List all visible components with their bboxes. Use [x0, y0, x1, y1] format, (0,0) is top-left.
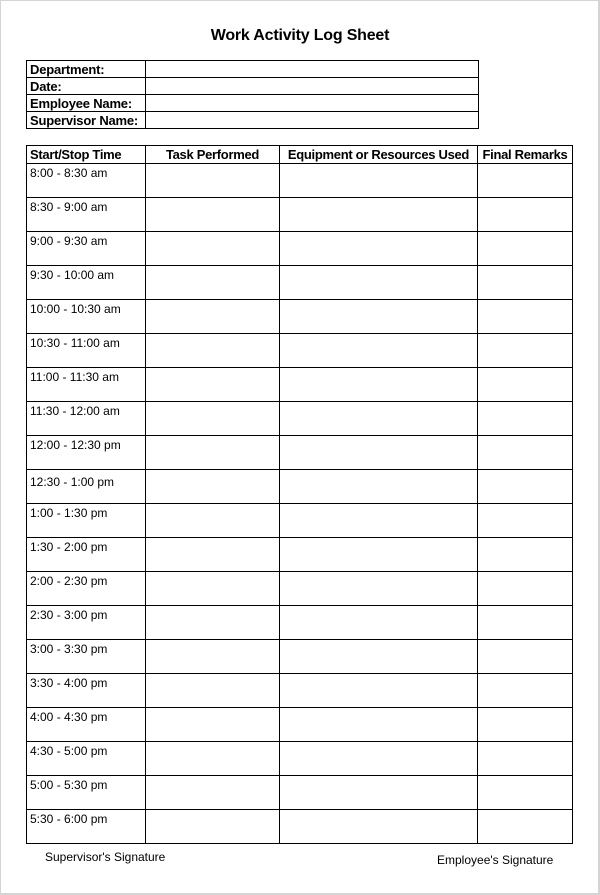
- remarks-cell[interactable]: [478, 504, 573, 538]
- log-row: [27, 470, 573, 504]
- remarks-cell[interactable]: [478, 776, 573, 810]
- remarks-cell[interactable]: [478, 266, 573, 300]
- log-body: [27, 164, 573, 844]
- time-cell: 3:30 - 4:00 pm: [27, 674, 146, 708]
- equipment-cell[interactable]: [280, 640, 478, 674]
- log-row: [27, 538, 573, 572]
- task-cell[interactable]: [146, 640, 280, 674]
- time-cell: 10:00 - 10:30 am: [27, 300, 146, 334]
- remarks-cell[interactable]: [478, 810, 573, 844]
- time-cell: 9:30 - 10:00 am: [27, 266, 146, 300]
- log-row: [27, 776, 573, 810]
- info-row-employee-name: [27, 95, 479, 112]
- equipment-cell[interactable]: [280, 470, 478, 504]
- equipment-cell[interactable]: [280, 232, 478, 266]
- equipment-cell[interactable]: [280, 742, 478, 776]
- date-label: Date:: [27, 78, 146, 95]
- log-row: [27, 232, 573, 266]
- time-cell: 3:00 - 3:30 pm: [27, 640, 146, 674]
- time-cell: 12:00 - 12:30 pm: [27, 436, 146, 470]
- equipment-cell[interactable]: [280, 708, 478, 742]
- task-cell[interactable]: [146, 402, 280, 436]
- info-row-date: [27, 78, 479, 95]
- remarks-cell[interactable]: [478, 538, 573, 572]
- info-row-supervisor-name: [27, 112, 479, 129]
- time-cell: 2:30 - 3:00 pm: [27, 606, 146, 640]
- equipment-cell[interactable]: [280, 810, 478, 844]
- equipment-cell[interactable]: [280, 402, 478, 436]
- equipment-cell[interactable]: [280, 572, 478, 606]
- header-task-performed: Task Performed: [146, 146, 280, 164]
- info-row-department: [27, 61, 479, 78]
- log-row: [27, 334, 573, 368]
- log-row: [27, 810, 573, 844]
- remarks-cell[interactable]: [478, 164, 573, 198]
- equipment-cell[interactable]: [280, 776, 478, 810]
- task-cell[interactable]: [146, 776, 280, 810]
- time-cell: 12:30 - 1:00 pm: [27, 470, 146, 504]
- time-cell: 11:00 - 11:30 am: [27, 368, 146, 402]
- activity-log-table: [26, 145, 573, 844]
- task-cell[interactable]: [146, 504, 280, 538]
- equipment-cell[interactable]: [280, 198, 478, 232]
- employee-name-label: Employee Name:: [27, 95, 146, 112]
- supervisor-name-field[interactable]: [146, 112, 479, 129]
- time-cell: 4:00 - 4:30 pm: [27, 708, 146, 742]
- supervisor-name-label: Supervisor Name:: [27, 112, 146, 129]
- log-row: [27, 436, 573, 470]
- employee-name-field[interactable]: [146, 95, 479, 112]
- log-row: [27, 674, 573, 708]
- header-equipment-resources: Equipment or Resources Used: [280, 146, 478, 164]
- task-cell[interactable]: [146, 470, 280, 504]
- equipment-cell[interactable]: [280, 606, 478, 640]
- task-cell[interactable]: [146, 164, 280, 198]
- employee-info-table: [26, 60, 479, 129]
- equipment-cell[interactable]: [280, 266, 478, 300]
- time-cell: 1:00 - 1:30 pm: [27, 504, 146, 538]
- log-row: [27, 266, 573, 300]
- log-row: [27, 504, 573, 538]
- remarks-cell[interactable]: [478, 640, 573, 674]
- equipment-cell[interactable]: [280, 368, 478, 402]
- time-cell: 5:30 - 6:00 pm: [27, 810, 146, 844]
- remarks-cell[interactable]: [478, 402, 573, 436]
- remarks-cell[interactable]: [478, 708, 573, 742]
- department-field[interactable]: [146, 61, 479, 78]
- task-cell[interactable]: [146, 606, 280, 640]
- remarks-cell[interactable]: [478, 436, 573, 470]
- log-row: [27, 368, 573, 402]
- task-cell[interactable]: [146, 436, 280, 470]
- task-cell[interactable]: [146, 334, 280, 368]
- log-row: [27, 572, 573, 606]
- remarks-cell[interactable]: [478, 198, 573, 232]
- remarks-cell[interactable]: [478, 742, 573, 776]
- log-row: [27, 198, 573, 232]
- header-final-remarks: Final Remarks: [478, 146, 573, 164]
- equipment-cell[interactable]: [280, 334, 478, 368]
- document-title: Work Activity Log Sheet: [210, 27, 390, 44]
- time-cell: 2:00 - 2:30 pm: [27, 572, 146, 606]
- time-cell: 11:30 - 12:00 am: [27, 402, 146, 436]
- employee-signature-label: Employee's Signature: [437, 853, 554, 867]
- time-cell: 10:30 - 11:00 am: [27, 334, 146, 368]
- remarks-cell[interactable]: [478, 334, 573, 368]
- remarks-cell[interactable]: [478, 300, 573, 334]
- task-cell[interactable]: [146, 232, 280, 266]
- time-cell: 9:00 - 9:30 am: [27, 232, 146, 266]
- equipment-cell[interactable]: [280, 674, 478, 708]
- log-row: [27, 402, 573, 436]
- department-label: Department:: [27, 61, 146, 78]
- equipment-cell[interactable]: [280, 436, 478, 470]
- remarks-cell[interactable]: [478, 368, 573, 402]
- equipment-cell[interactable]: [280, 164, 478, 198]
- task-cell[interactable]: [146, 742, 280, 776]
- remarks-cell[interactable]: [478, 606, 573, 640]
- task-cell[interactable]: [146, 708, 280, 742]
- task-cell[interactable]: [146, 300, 280, 334]
- equipment-cell[interactable]: [280, 300, 478, 334]
- log-row: [27, 300, 573, 334]
- task-cell[interactable]: [146, 674, 280, 708]
- task-cell[interactable]: [146, 538, 280, 572]
- task-cell[interactable]: [146, 810, 280, 844]
- time-cell: 8:30 - 9:00 am: [27, 198, 146, 232]
- equipment-cell[interactable]: [280, 504, 478, 538]
- task-cell[interactable]: [146, 368, 280, 402]
- log-header-row: [27, 146, 573, 164]
- log-row: [27, 164, 573, 198]
- task-cell[interactable]: [146, 198, 280, 232]
- date-field[interactable]: [146, 78, 479, 95]
- time-cell: 5:00 - 5:30 pm: [27, 776, 146, 810]
- time-cell: 8:00 - 8:30 am: [27, 164, 146, 198]
- task-cell[interactable]: [146, 572, 280, 606]
- remarks-cell[interactable]: [478, 470, 573, 504]
- log-row: [27, 606, 573, 640]
- time-cell: 4:30 - 5:00 pm: [27, 742, 146, 776]
- log-row: [27, 742, 573, 776]
- remarks-cell[interactable]: [478, 572, 573, 606]
- log-row: [27, 640, 573, 674]
- remarks-cell[interactable]: [478, 232, 573, 266]
- time-cell: 1:30 - 2:00 pm: [27, 538, 146, 572]
- equipment-cell[interactable]: [280, 538, 478, 572]
- supervisor-signature-label: Supervisor's Signature: [45, 850, 166, 864]
- task-cell[interactable]: [146, 266, 280, 300]
- remarks-cell[interactable]: [478, 674, 573, 708]
- header-start-stop-time: Start/Stop Time: [27, 146, 146, 164]
- log-row: [27, 708, 573, 742]
